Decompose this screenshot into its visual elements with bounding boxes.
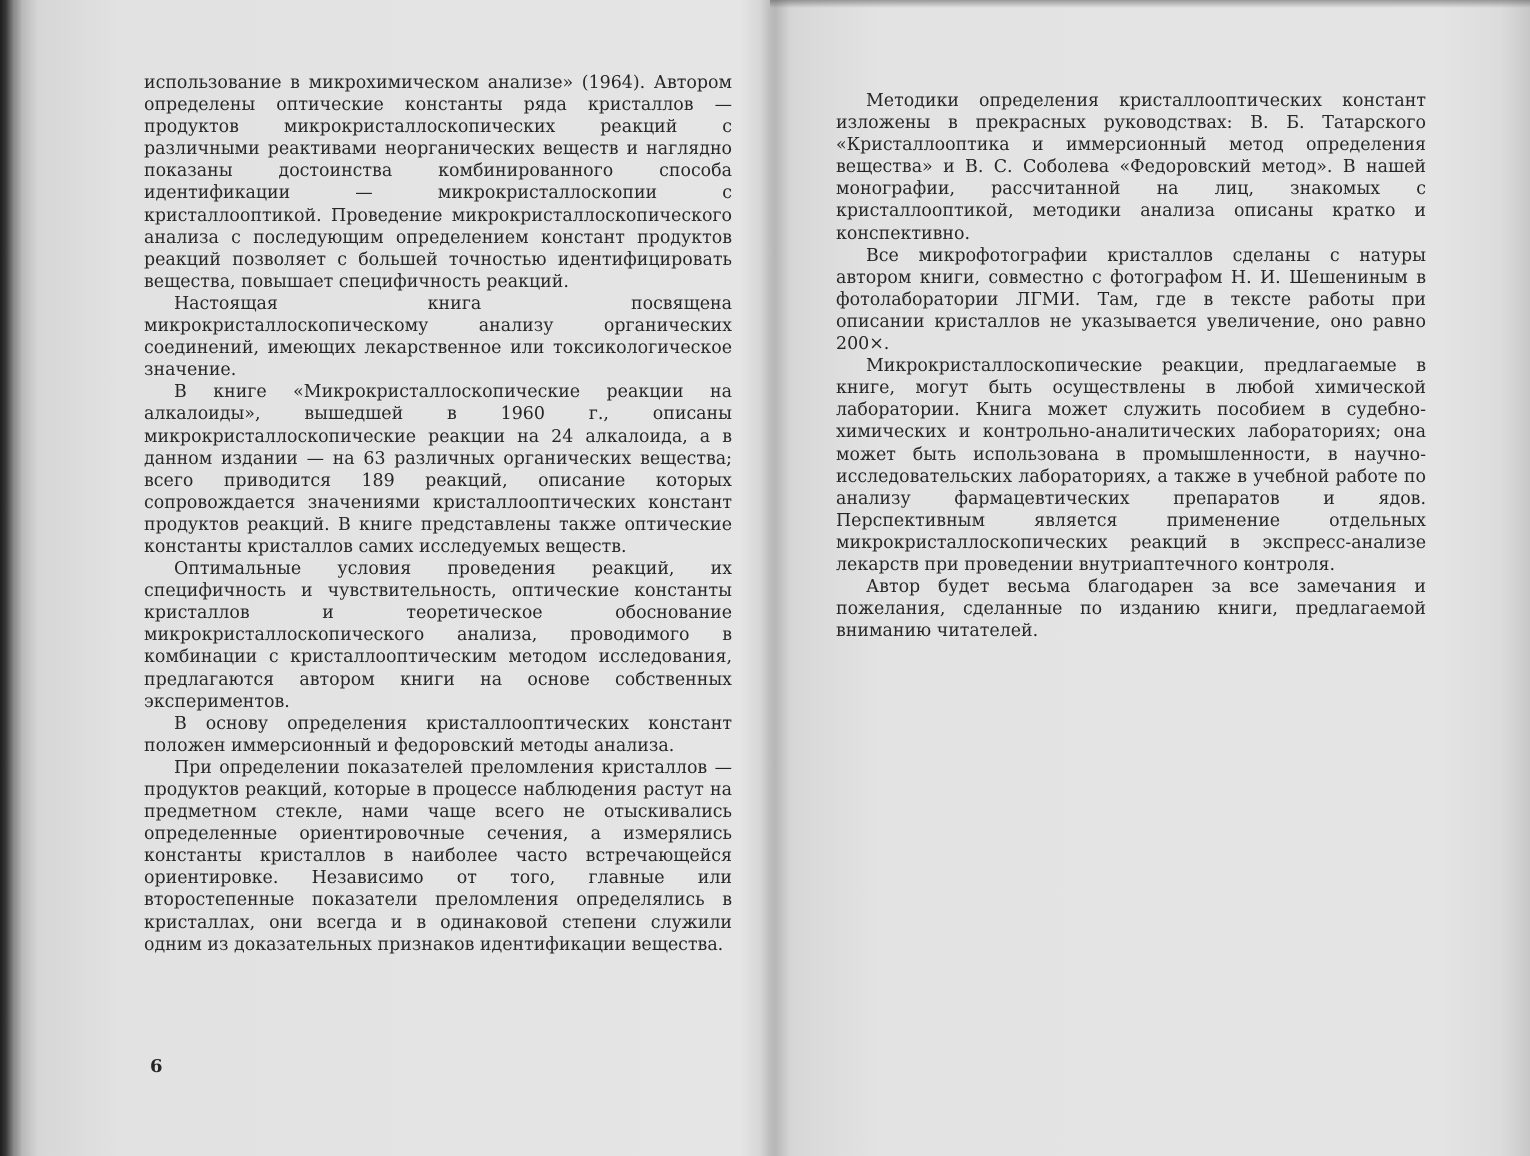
page-top-shadow	[770, 0, 1530, 8]
paragraph: Микрокристаллоскопические реакции, предлагаемые в книге, могут быть осуществлены в любой химической лаборатории. Книга может служить пособием в судебно-химических и контрольно-аналитических лабораториях; она может быть использована в промышленности, в научно-исследовательских лабораториях, а также в учебной работе по анализу фармацевтических препаратов и ядов. Перспективным является применение отдельных микрокристаллоскопических реакций в экспресс-анализе лекарств при проведении внутриаптечного контроля.	[836, 356, 1426, 575]
right-page-text	[836, 90, 1426, 642]
paragraph: При определении показателей преломления кристаллов — продуктов реакций, которые в процессе наблюдения растут на предметном стекле, нами чаще всего не отыскивались определенные ориентировочные сечения, а измерялись константы кристаллов в наиболее часто встречающейся ориентировке. Независимо от того, главные или второстепенные показатели преломления определялись в кристаллах, они всегда и в одинаковой степени служили одним из доказательных признаков идентификации вещества.	[144, 757, 732, 955]
paragraph: В основу определения кристаллооптических констант положен иммерсионный и федоровский методы анализа.	[144, 713, 732, 756]
paragraph: Все микрофотографии кристаллов сделаны с натуры автором книги, совместно с фотографом Н. И. Шешениным в фотолаборатории ЛГМИ. Там, где в тексте работы при описании кристаллов не указывается увеличение, оно равно 200×.	[836, 245, 1426, 355]
paragraph: В книге «Микрокристаллоскопические реакции на алкалоиды», вышедшей в 1960 г., описаны микрокристаллоскопические реакции на 24 алкалоида, а в данном издании — на 63 различных органических вещества; всего приводится 189 реакций, описание которых сопровождается значениями кристаллооптических констант продуктов реакций. В книге представлены также оптические константы кристаллов самих исследуемых веществ.	[144, 382, 732, 557]
book-edge-shadow	[0, 0, 22, 1156]
page-number: 6	[150, 1056, 163, 1077]
left-page-text	[144, 72, 732, 956]
paragraph: Методики определения кристаллооптических констант изложены в прекрасных руководствах: В. Б. Татарского «Кристаллооптика и иммерсионный метод определения вещества» и В. С. Соболева «Федоровский метод». В нашей монографии, рассчитанной на лиц, знакомых с кристаллооптикой, методики анализа описаны кратко и конспективно.	[836, 91, 1426, 244]
paragraph: Оптимальные условия проведения реакций, их специфичность и чувствительность, оптические константы кристаллов и теоретическое обоснование микрокристаллоскопического анализа, проводимого в комбинации с кристаллооптическим методом исследования, предлагаются автором книги на основе собственных экспериментов.	[144, 559, 732, 712]
book-gutter	[760, 0, 790, 1156]
paragraph: Автор будет весьма благодарен за все замечания и пожелания, сделанные по изданию книги, предлагаемой вниманию читателей.	[836, 577, 1426, 642]
paragraph: использование в микрохимическом анализе» (1964). Автором определены оптические константы ряда кристаллов — продуктов микрокристаллоскопических реакций с различными реактивами неорганических веществ и наглядно показаны достоинства комбинированного способа идентификации — микрокристаллоскопии с кристаллооптикой. Проведение микрокристаллоскопического анализа с последующим определением констант продуктов реакций позволяет с большей точностью идентифицировать вещества, повышает специфичность реакций.	[144, 73, 732, 292]
paragraph: Настоящая книга посвящена микрокристаллоскопическому анализу органических соединений, имеющих лекарственное или токсикологическое значение.	[144, 293, 732, 381]
